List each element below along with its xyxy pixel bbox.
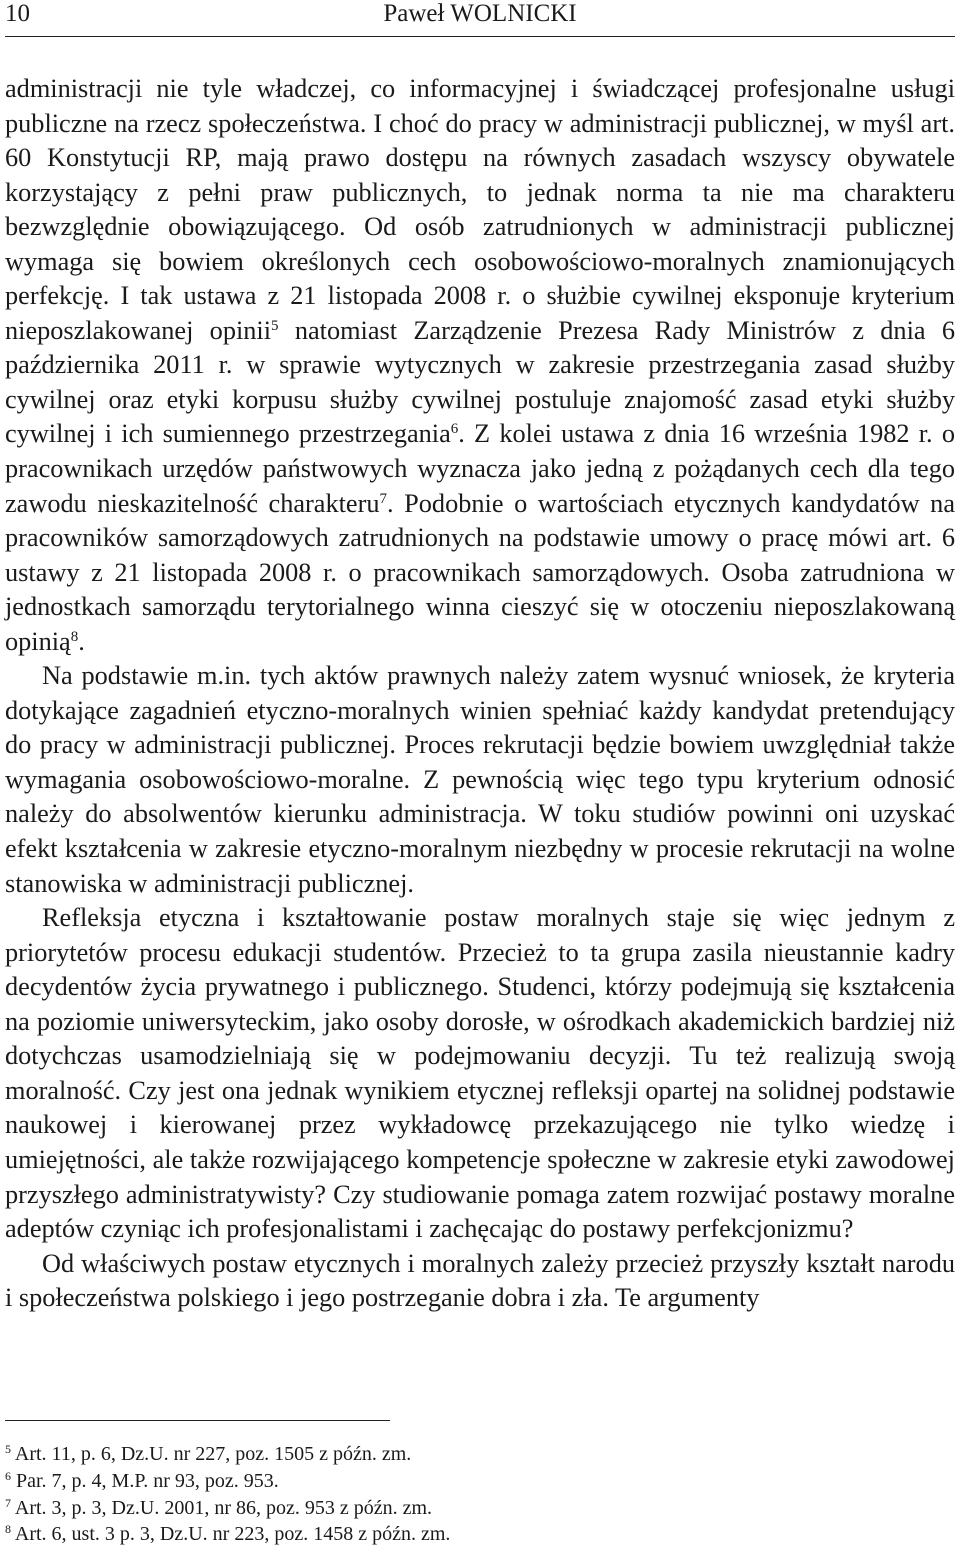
paragraph-1-part-b: natomiast Zarządzenie Prezesa Rady Ministrów z dnia 6 października 2011 r. w sprawie wytycznych w zakresie przestrzegania zasad służby cywilnej oraz etyki korpusu służby cywilnej postuluje znajomość zasad etyki służby cywilnej i ich sumiennego przestrzegania (5, 315, 955, 449)
running-head-author: Paweł WOLNICKI (383, 0, 577, 27)
footnote-text: Art. 11, p. 6, Dz.U. nr 227, poz. 1505 z późn. zm. (11, 1443, 412, 1465)
footnote-8 (5, 1521, 955, 1548)
footnote-text: Par. 7, p. 4, M.P. nr 93, poz. 953. (11, 1469, 279, 1492)
paragraph-2: Na podstawie m.in. tych aktów prawnych należy zatem wysnuć wniosek, że kryteria dotykające zagadnień etyczno-moralnych winien spełniać każdy kandydat pretendujący do pracy w administracji publicznej. Proces rekrutacji będzie bowiem uwzględniał także wymagania osobowościowo-moralne. Z pewnością więc tego typu kryterium odnosić należy do absolwentów kierunku administracja. W toku studiów powinni oni uzyskać efekt kształcenia w zakresie etyczno-moralnym niezbędny w procesie rekrutacji na wolne stanowiska w administracji publicznej. (5, 661, 955, 898)
footnote-6 (5, 1468, 955, 1495)
footnote-number: 5 (5, 1442, 11, 1456)
footnote-text: Art. 3, p. 3, Dz.U. 2001, nr 86, poz. 953 z późn. zm. (11, 1496, 433, 1519)
paragraph-1-part-a: administracji nie tyle władczej, co informacyjnej i świadczącej profesjonalne usługi publiczne na rzecz społeczeństwa. I choć do pracy w administracji publicznej, w myśl art. 60 Konstytucji RP, mają prawo dostępu na równych zasadach wszyscy obywatele korzystający z pełni praw publicznych, to jednak norma ta nie ma charakteru bezwzględnie obowiązującego. Od osób zatrudnionych w administracji publicznej wymaga się bowiem określonych cech osobowościowo-moralnych znamionujących perfekcję. I tak ustawa z 21 listopada 2008 r. o służbie cywilnej eksponuje kryterium nieposzlakowanej opinii (5, 74, 955, 345)
paragraph-1 (5, 72, 955, 659)
main-text (5, 72, 955, 1316)
footnote-text: Art. 6, ust. 3 p. 3, Dz.U. nr 223, poz. 1458 z późn. zm. (11, 1523, 451, 1546)
footnote-number: 7 (5, 1495, 11, 1510)
paragraph-3: Refleksja etyczna i kształtowanie postaw moralnych staje się więc jednym z priorytetów procesu edukacji studentów. Przecież to ta grupa zasila nieustannie kadry decydentów życia prywatnego i publicznego. Studenci, którzy podejmują się kształcenia na poziomie uniwersyteckim, jako osoby dorosłe, w ośrodkach akademickich bardziej niż dotychczas usamodzielniają się w podejmowaniu decyzji. Tu też realizują swoją moralność. Czy jest ona jednak wynikiem etycznej refleksji opartej na solidnej podstawie naukowej i kierowanej przez wykładowcę przekazującego nie tylko wiedzę i umiejętności, ale także rozwijającego kompetencje społeczne w zakresie etyki zawodowej przyszłego administratywisty? Czy studiowanie pomaga zatem rozwijać postawy moralne adeptów czyniąc ich profesjonalistami i zachęcając do postawy perfekcjonizmu? (5, 903, 955, 1244)
footnote-number: 6 (5, 1468, 11, 1483)
page-number: 10 (5, 0, 30, 27)
footnote-ref-5: 5 (271, 317, 279, 334)
footnote-ref-8: 8 (70, 628, 79, 645)
footnote-number: 8 (5, 1522, 11, 1537)
running-header (5, 0, 955, 37)
footnote-ref-6: 6 (450, 421, 459, 438)
footnotes (5, 1441, 955, 1548)
paragraph-1-part-d: . Podobnie o wartościach etycznych kandydatów na pracowników samorządowych zatrudnionych na podstawie umowy o pracę mówi art. 6 ustawy z 21 listopada 2008 r. o pracownikach samorządowych. Osoba zatrudniona w jednostkach samorządu terytorialnego winna cieszyć się w otoczeniu nieposzlakowaną opinią (5, 488, 955, 656)
footnote-5 (5, 1441, 955, 1468)
footnote-ref-7: 7 (379, 490, 388, 507)
paragraph-1-part-c: . Z kolei ustawa z dnia 16 września 1982 r. o pracownikach urzędów państwowych wyznacza jako jedną z pożądanych cech dla tego zawodu nieskazitelność charakteru (5, 419, 955, 518)
footnote-separator (5, 1420, 390, 1421)
paragraph-4: Od właściwych postaw etycznych i moralnych zależy przecież przyszły kształt narodu i społeczeństwa polskiego i jego postrzeganie dobra i zła. Te argumenty (5, 1248, 955, 1313)
footnote-7 (5, 1495, 955, 1522)
paragraph-1-part-e: . (78, 626, 85, 656)
